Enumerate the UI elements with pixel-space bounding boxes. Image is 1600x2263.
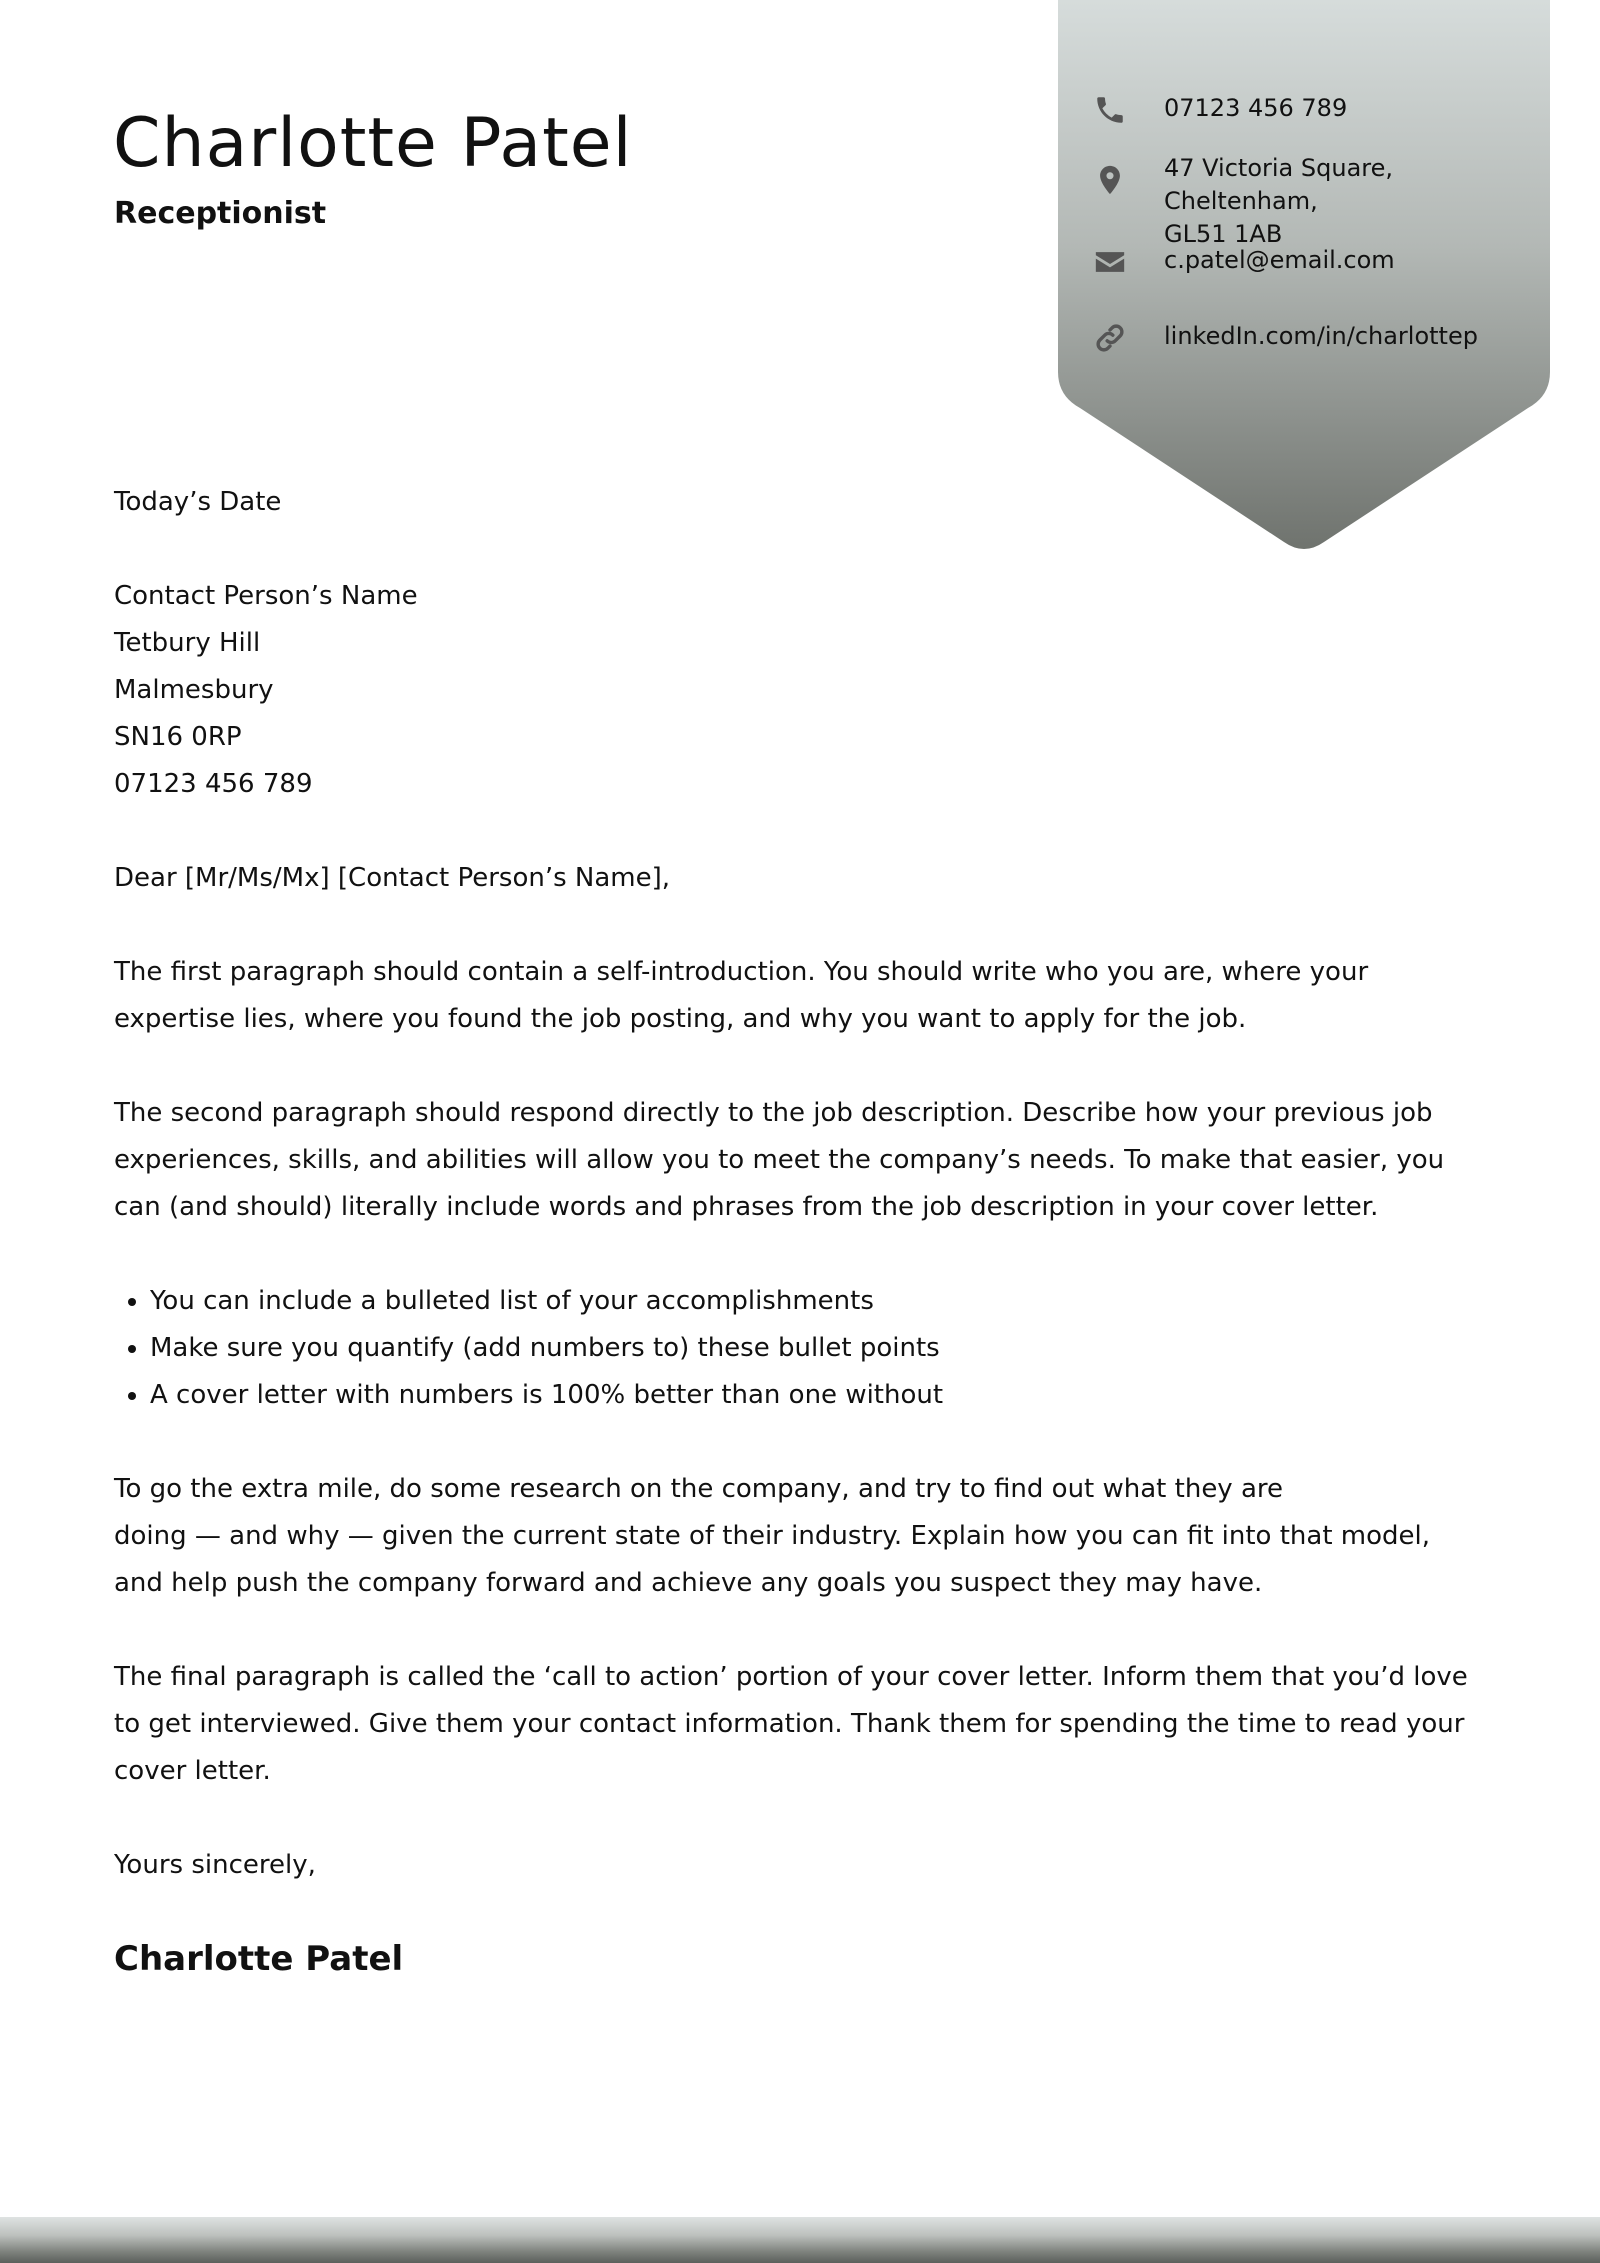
link-icon [1090,320,1130,356]
letter-date: Today’s Date [114,487,282,517]
contact-email[interactable]: c.patel@email.com [1164,246,1395,274]
list-item: • A cover letter with numbers is 100% better than one without [150,1372,1474,1419]
recipient-town: Malmesbury [114,675,274,705]
contact-phone[interactable]: 07123 456 789 [1164,94,1348,122]
job-title: Receptionist [114,196,327,231]
paragraph-intro: The first paragraph should contain a self-introduction. You should write who you are, where your expertise lies, where you found the job posting, and why you want to apply for the job. [114,957,1369,1034]
accomplishments-list [114,1278,1474,1419]
phone-icon [1090,92,1130,128]
contact-address: 47 Victoria Square, Cheltenham, GL51 1AB [1164,154,1394,248]
contact-linkedin-row [1090,320,1530,356]
envelope-icon [1090,244,1130,280]
footer-bar [0,2217,1600,2263]
recipient-phone: 07123 456 789 [114,769,313,799]
paragraph-research-rest: doing — and why — given the current state of their industry. Explain how you can fit into that model, and help push the company forward and achieve any goals you suspect they may have. [114,1521,1431,1598]
salutation: Dear [Mr/Ms/Mx] [Contact Person’s Name], [114,863,671,893]
contact-email-row [1090,244,1530,280]
recipient-address [114,573,1474,808]
contact-address-row [1090,152,1530,251]
paragraph-research-line-1: To go the extra mile, do some research on the company, and try to find out what they are [114,1474,1284,1504]
closing: Yours sincerely, [114,1850,316,1880]
contact-linkedin[interactable]: linkedIn.com/in/charlottep [1164,322,1478,350]
applicant-name: Charlotte Patel [113,104,633,183]
paragraph-job-match: The second paragraph should respond directly to the job description. Describe how your previous job experiences, skills, and abilities will allow you to meet the company’s needs. To make that easier, you can (and should) literally include words and phrases from the job description in your cover letter. [114,1098,1445,1222]
recipient-street: Tetbury Hill [114,628,261,658]
paragraph-call-to-action: The final paragraph is called the ‘call to action’ portion of your cover letter. Inform them that you’d love to get interviewed. Give them your contact information. Thank them for spending the time to read your cover letter. [114,1662,1468,1786]
signature-name: Charlotte Patel [114,1939,404,1979]
location-pin-icon [1090,162,1130,198]
contact-banner [1058,0,1550,552]
list-item: • Make sure you quantify (add numbers to) these bullet points [150,1325,1474,1372]
contact-phone-row [1090,92,1530,128]
list-item: • You can include a bulleted list of your accomplishments [150,1278,1474,1325]
recipient-name: Contact Person’s Name [114,581,418,611]
recipient-postcode: SN16 0RP [114,722,242,752]
paragraph-research [114,1466,1474,1607]
letter-body [114,479,1474,1983]
